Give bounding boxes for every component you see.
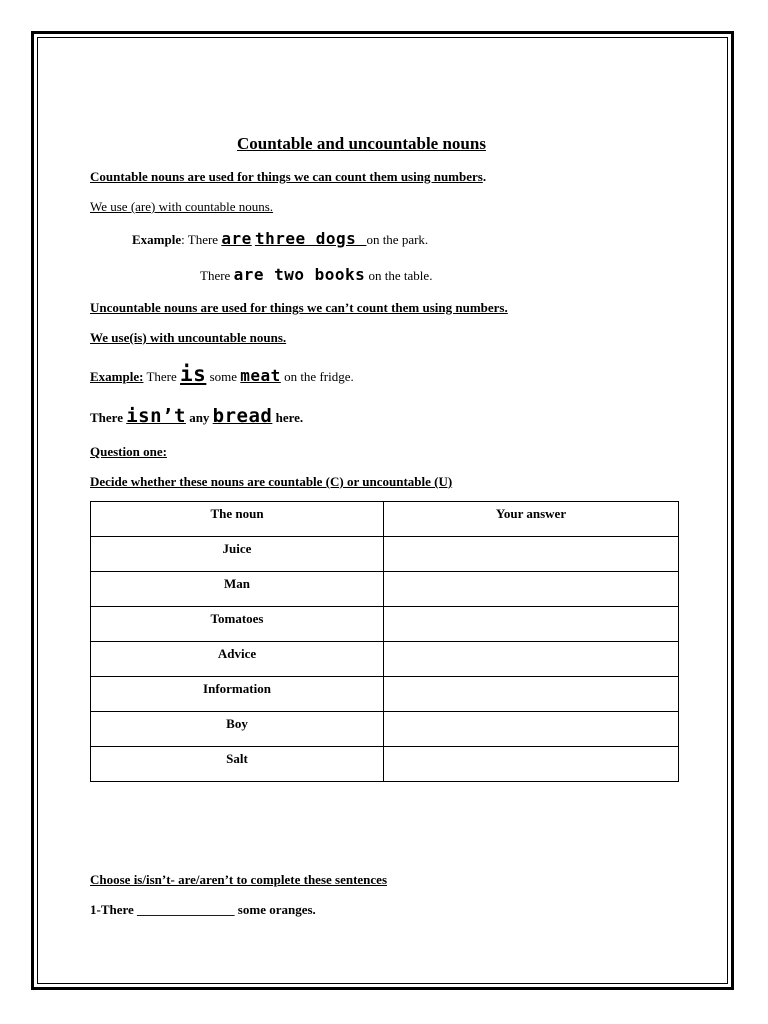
noun-cell: Salt (91, 747, 384, 782)
uncountable-use-note: We use(is) with uncountable nouns. (90, 330, 287, 345)
table-row (91, 712, 679, 747)
table-header-answer: Your answer (384, 502, 679, 537)
answer-cell[interactable] (384, 747, 679, 782)
example-end: here. (272, 410, 304, 425)
table-row (91, 537, 679, 572)
noun-cell: Man (91, 572, 384, 607)
noun-cell: Information (91, 677, 384, 712)
uncountable-example-1 (90, 364, 354, 385)
countable-rule-text: Countable nouns are used for things we can count them using numbers (90, 169, 483, 184)
example-isnt: isn’t (126, 405, 186, 427)
table-row (91, 572, 679, 607)
table-header-row (91, 502, 679, 537)
table-row (91, 677, 679, 712)
countable-example-2 (200, 267, 432, 283)
answer-cell[interactable] (384, 677, 679, 712)
example-there: : There (181, 232, 222, 247)
example-bread: bread (212, 405, 273, 427)
example-there: There (143, 369, 181, 384)
countable-rule-period: . (482, 169, 487, 184)
question-one-heading: Question one: (90, 444, 167, 459)
worksheet-title: Countable and uncountable nouns (237, 134, 486, 153)
example-is: is (180, 362, 207, 386)
answer-cell[interactable] (384, 572, 679, 607)
example-some: some (206, 369, 241, 384)
exercise-two-instruction: Choose is/isn’t- are/aren’t to complete these sentences (90, 872, 388, 887)
example-label: Example (132, 232, 182, 247)
example-end: on the fridge. (280, 369, 354, 384)
exercise-two-sentence-1: 1-There _______________ some oranges. (90, 902, 316, 917)
table-header-noun: The noun (91, 502, 384, 537)
question-one-instruction: Decide whether these nouns are countable (C) or uncountable (U) (90, 474, 453, 489)
countable-example-1 (132, 231, 428, 247)
countable-rule (90, 170, 486, 183)
nouns-table (90, 501, 679, 782)
uncountable-rule: Uncountable nouns are used for things we can’t count them using numbers. (90, 300, 508, 315)
example-label: Example: (90, 369, 144, 384)
table-row (91, 747, 679, 782)
example-there: There (90, 410, 127, 425)
answer-cell[interactable] (384, 537, 679, 572)
example-are: are (221, 229, 252, 248)
answer-cell[interactable] (384, 642, 679, 677)
example-any: any (185, 410, 213, 425)
countable-use-note: We use (are) with countable nouns. (90, 199, 274, 214)
answer-cell[interactable] (384, 712, 679, 747)
example-meat: meat (240, 366, 281, 385)
table-row (91, 642, 679, 677)
example-three-dogs: three dogs (254, 229, 367, 248)
answer-cell[interactable] (384, 607, 679, 642)
example-there: There (200, 268, 234, 283)
noun-cell: Juice (91, 537, 384, 572)
noun-cell: Tomatoes (91, 607, 384, 642)
example-end: on the park. (366, 232, 429, 247)
table-row (91, 607, 679, 642)
uncountable-example-2 (90, 407, 303, 426)
example-are-two-books: are two books (233, 265, 366, 284)
noun-cell: Advice (91, 642, 384, 677)
example-end: on the table. (365, 268, 433, 283)
noun-cell: Boy (91, 712, 384, 747)
